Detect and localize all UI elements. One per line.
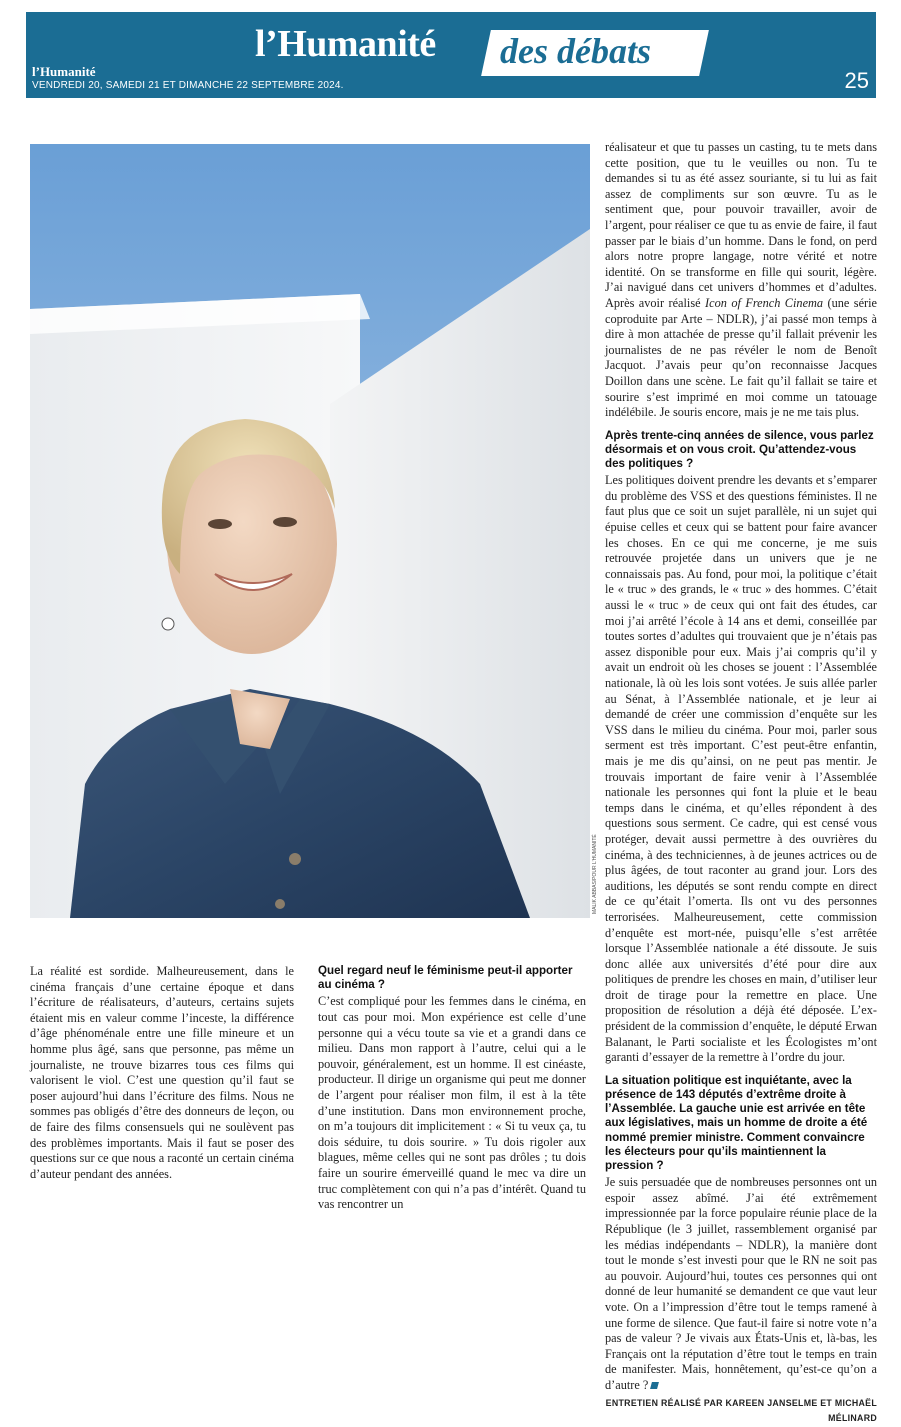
paragraph: réalisateur et que tu passes un casting, tu te mets dans cette position, que tu le veuilles ou non. Tu te demandes si tu as été assez souriante, si tu lui as fait assez de compliments sur son œuvre. Tu as le sentiment que, pour pouvoir travailler, avoir de l’argent, pour réaliser ce que tu as envie de faire, il faut passer par le biais d’un homme. Dans le fond, on perd alors notre propre langage, notre vérité et notre identité. On se transforme en fille qui sourit, légère. J’ai navigué dans cet univers d’hommes et d’adultes. Après avoir réalisé Icon of French Cinema (une série coproduite par Arte – NDLR), j’ai passé mon temps à dire à mon attachée de presse qu’il fallait prévenir les journalistes de ne pas révéler le nom de Benoît Jacquot. J’avais peur qu’on reconnaisse Jacques Doillon dans une scène. Le fait qu’il fallait se taire et sourire s’est imprimé en moi comme un tatouage indélébile. Je souris encore, mais je ne me tais plus.: [605, 140, 877, 420]
page-number: 25: [844, 68, 869, 93]
paragraph: Les politiques doivent prendre les devants et s’emparer du problème des VSS et des questions féministes. Il ne faut plus que ce soit un sujet parallèle, ni un sujet qui épuise celles et ceux qui se battent pour faire avancer les choses. En ce qui me concerne, je me suis retrouvée projetée dans un univers que je ne connaissais pas. Au fond, pour moi, la politique c’était le « truc » des grands, le « truc » des hommes. C’était aussi le « truc » de ceux qui ont fait des études, car moi j’ai arrêté l’école à 14 ans et demi, conseillée par toutes sortes d’adultes qui trouvaient que je n’étais pas assez disponible pour eux. Mais j’ai compris qu’il y avait un endroit où les choses se jouent : l’Assemblée nationale, là où les lois sont votées. Je suis allée parler au Sénat, à l’Assemblée nationale, et je leur ai demandé de créer une commission d’enquête sur les VSS dans le milieu du cinéma. Pour moi, parler sous serment est très important. C’est peut-être enfantin, mais je me dis qu’ainsi, on ne peut pas mentir. Je trouvais important de faire venir à l’Assemblée nationale les personnes qui font la pluie et le beau temps dans le cinéma, et qu’elles répondent à des questions sous serment. Ce cadre, qui est censé vous protéger, devait aussi permettre à des ouvrières du cinéma, à des techniciennes, à de jeunes actrices ou de plus âgées, de tout raconter au grand jour. Lors des auditions, les députés se sont rendu compte en direct de ce qu’était l’omerta. Ils ont vu des personnes terrorisées. Malheureusement, cette commission d’enquête est mort-née, puisqu’elle s’est arrêtée lorsque l’Assemblée nationale a été dissoute. Je suis donc allée aux universités d’été pour dire aux politiques de prendre les choses en main, d’utiliser leur droit de tirage pour la remettre en place. Une proposition de résolution a déjà été déposée. L’ex-président de la commission d’enquête, le député Erwan Balanant, le Parti socialiste et les Écologistes m’ont garanti d’essayer de la remettre à l’ordre du jour.: [605, 473, 877, 1065]
paragraph: C’est compliqué pour les femmes dans le cinéma, en tout cas pour moi. Mon expérience est celle d’une personne qui a vécu toute sa vie et a grandi dans ce milieu. Dans mon rapport à l’autre, celui qui a le pouvoir, généralement, est un homme. Il est cinéaste, producteur. Il dirige un organisme qui peut me donner de l’argent pour réaliser mon film, il est à la tête d’une institution. Dans mon environnement proche, on m’a toujours dit implicitement : « Si tu veux ça, tu dois séduire, tu dois sourire. » Tu dois rigoler aux blagues, même celles qui ne sont pas drôles ; tu dois faire un sourire émerveillé quand le mec va dire un truc complètement con qui n’a pas d’intérêt. Quand tu vas rencontrer un: [318, 994, 586, 1212]
column-2: [318, 964, 586, 1213]
question-heading: Quel regard neuf le féminisme peut-il apporter au cinéma ?: [318, 964, 573, 992]
paragraph: Je suis persuadée que de nombreuses personnes ont un espoir assez abîmé. J’ai été extrêmement impressionnée par la force populaire réunie place de la République (le 3 juillet, rassemblement organisé par les médias indépendants – NDLR), la manière dont tout le monde s’est investi pour que le RN ne soit pas au pouvoir. Aujourd’hui, toutes ces personnes qui ont donné de leur humanité se demandent ce que vaut leur vote. On a l’impression d’être tout le temps ramené à une forme de silence. Que faut-il faire si notre vote n’a pas de valeur ? Je vivais aux États-Unis et, là-bas, les Français ont la réputation d’être tout le temps en train de manifester. Mais, honnêtement, qu’est-ce qu’on a d’autre ?: [605, 1175, 877, 1392]
portrait-photo: [30, 144, 590, 918]
byline: ENTRETIEN RÉALISÉ PAR KAREEN JANSELME ET MICHAËL MÉLINARD: [605, 1397, 877, 1424]
small-brand-logo: l’Humanité: [32, 64, 96, 79]
section-label: des débats: [500, 31, 651, 71]
question-heading: Après trente-cinq années de silence, vous parlez désormais et on vous croit. Qu’attendez-vous des politiques ?: [605, 428, 874, 471]
question-heading: La situation politique est inquiétante, avec la présence de 143 députés d’extrême droite à l’Assemblée. La gauche unie est arrivée en tête aux législatives, mais un homme de droite a été nommé premier ministre. Comment convaincre les électeurs pour qu’ils maintiennent la pression ?: [605, 1073, 868, 1173]
paragraph: La réalité est sordide. Malheureusement, dans le cinéma français d’une certaine époque et dans l’écriture de réalisateurs, d’auteurs, certains sujets étaient mis en valeur comme l’inceste, la différence d’âge phénoménale entre une fille mineure et un homme plus âgé, sans que personne, pas même un journaliste, ne trouve bizarres tous ces films qui valorisent le viol. C’est une question qu’il faut se poser aujourd’hui dans l’écriture des films. Nous ne sommes pas obligés d’être des donneurs de leçon, ou de faire des films consensuels qui ne soulèvent pas des problèmes importants. Mais il faut se poser des questions sur ce que nous a raconté un certain cinéma d’auteur pendant des années.: [30, 964, 294, 1181]
issue-date: VENDREDI 20, SAMEDI 21 ET DIMANCHE 22 SEPTEMBRE 2024.: [32, 80, 344, 91]
column-3: [605, 140, 877, 1427]
end-mark-icon: [650, 1382, 659, 1389]
column-1: [30, 964, 294, 1182]
series-title: Icon of French Cinema: [705, 295, 824, 310]
photo-credit: MALIK ABBAS/POUR L’HUMANITÉ: [592, 834, 598, 914]
masthead-title: l’Humanité: [255, 23, 436, 65]
